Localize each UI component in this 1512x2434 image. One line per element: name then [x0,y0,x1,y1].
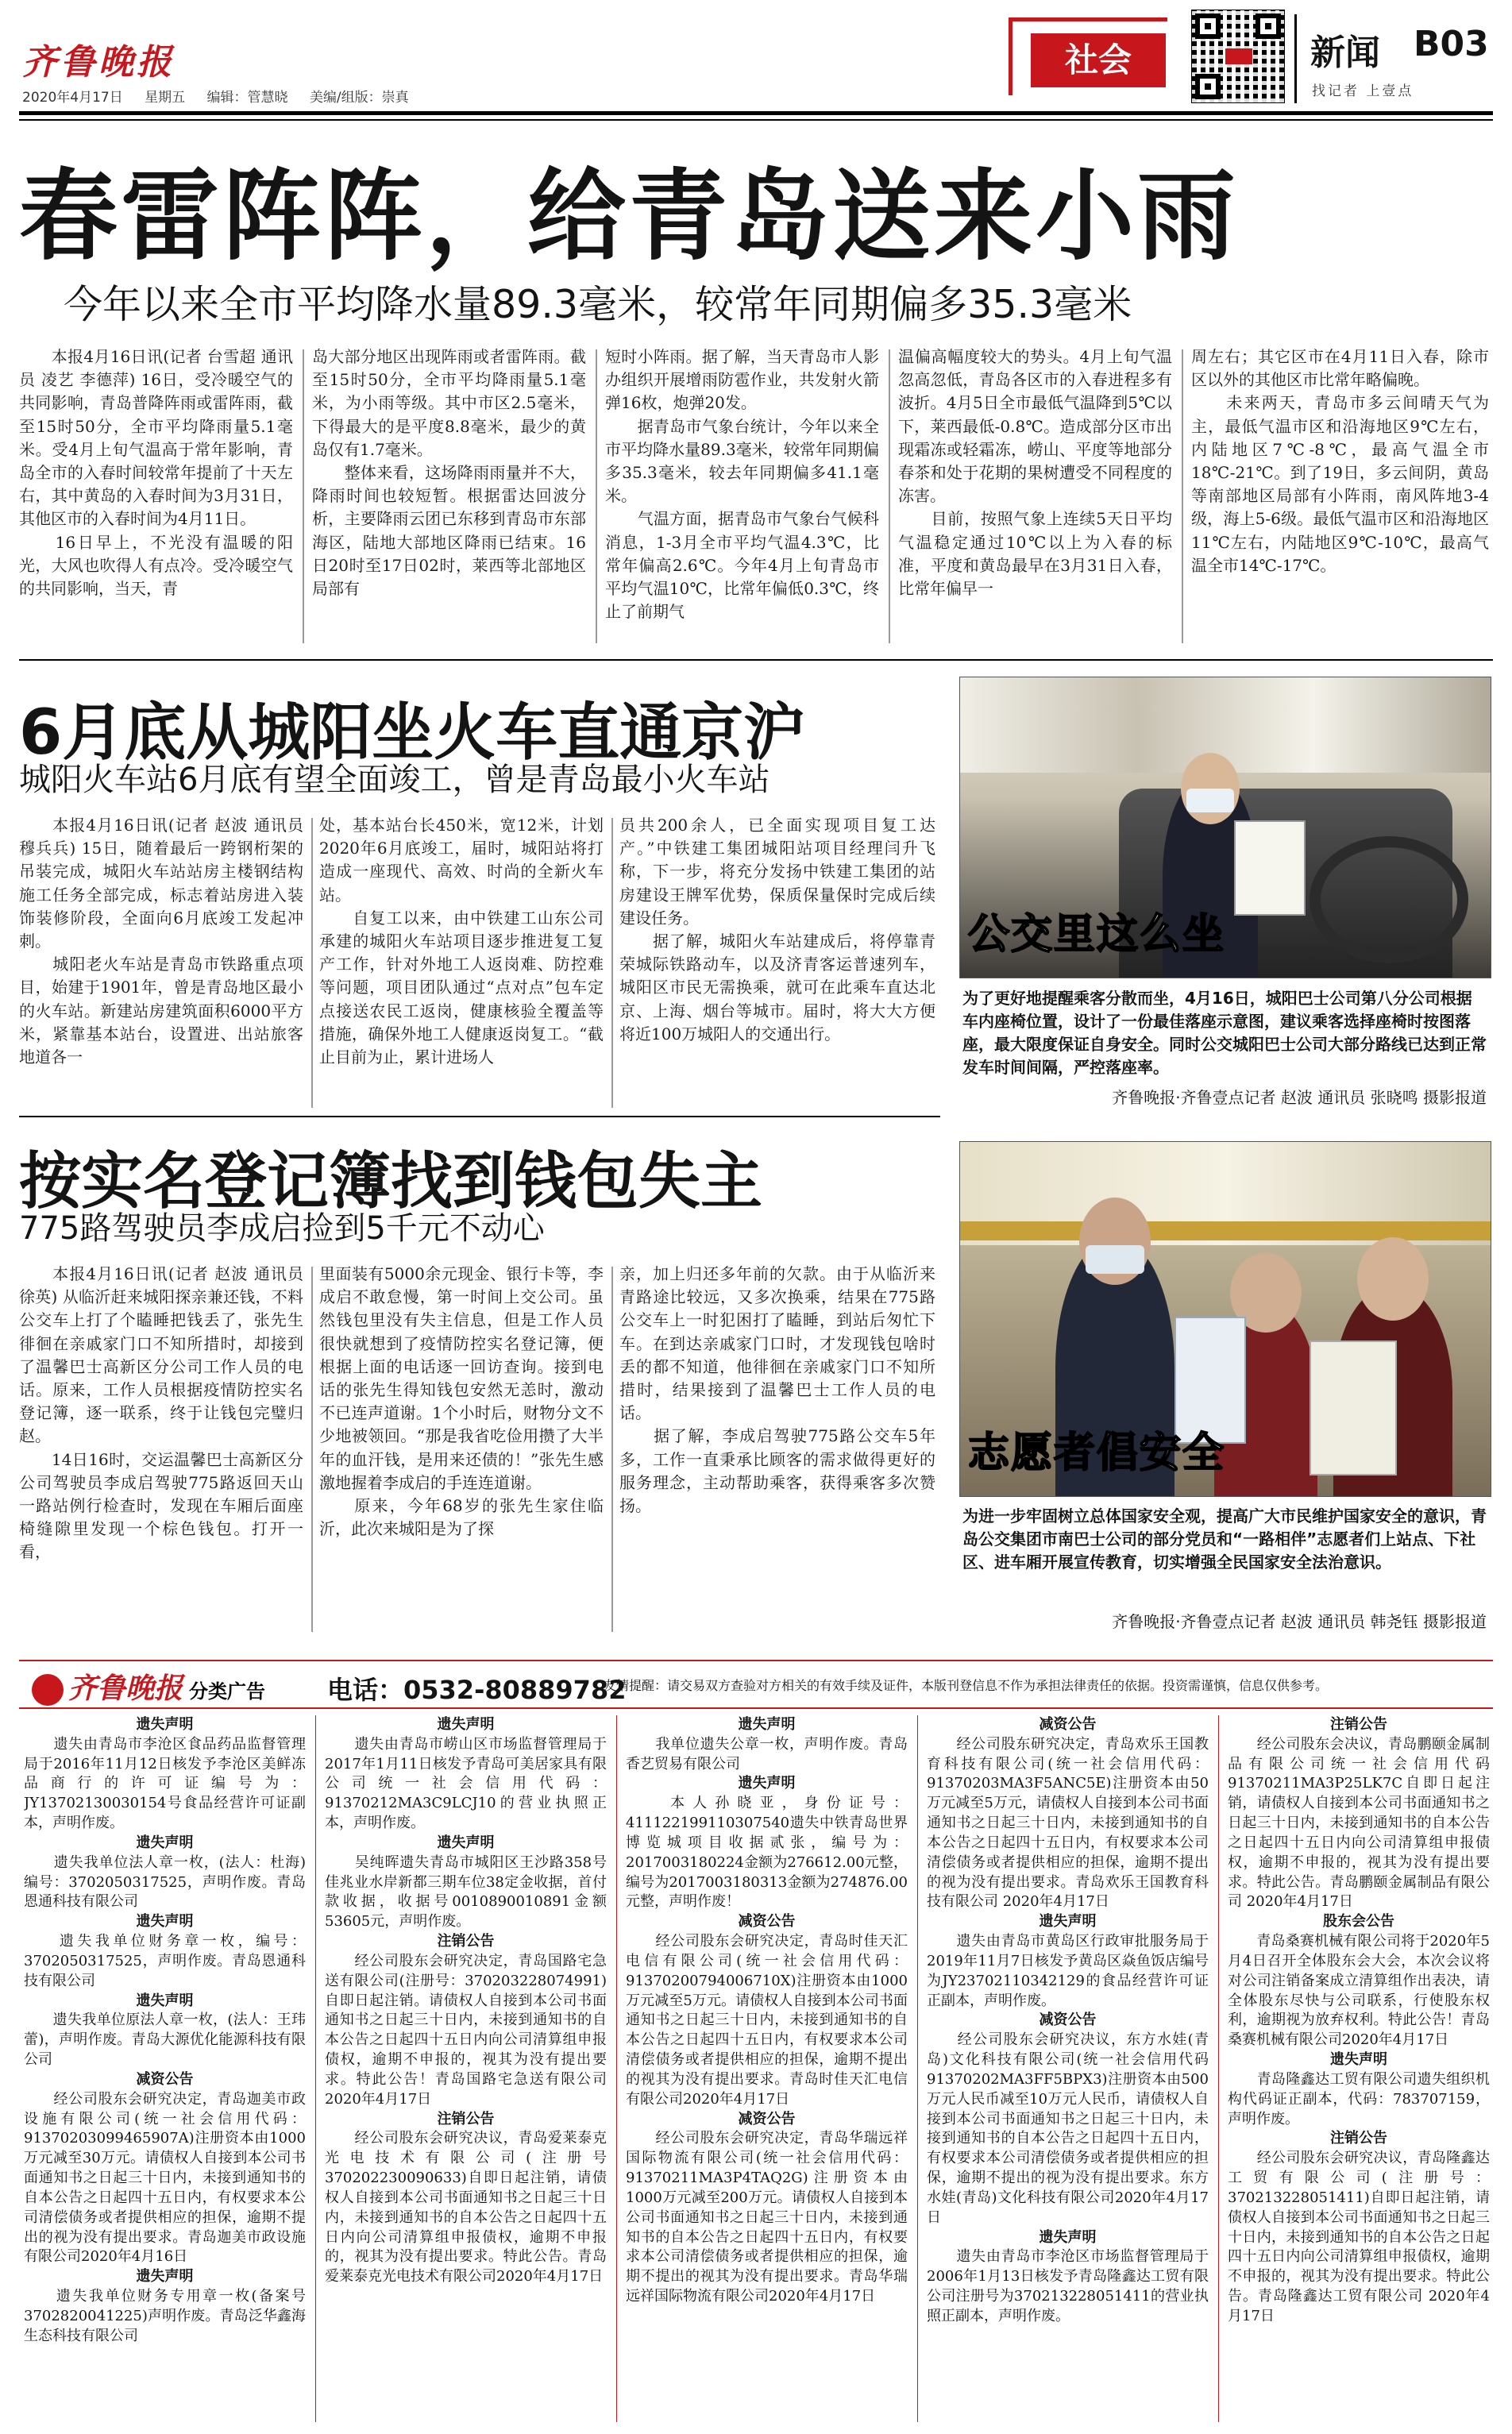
column-divider [311,1267,313,1632]
ad-body: 经公司股东会研究决定，青岛华瑞远祥国际物流有限公司(统一社会信用代码：91370211MA3P4TAQ2G)注册资本由1000万元减至200万元。请债权人自接到本公司书面通知书之日起三十日内，未接到通知书的自本公告之日起四十五日内，有权要求本公司清偿债务或者提供相应的担保，逾期不提出的视其为没有提出要求。青岛华瑞远祥国际物流有限公司2020年4月17日 [626,2130,908,2305]
story-divider [19,659,1493,661]
issue-meta [22,86,426,106]
ads-header [32,1666,265,1707]
ad-body: 遗失由青岛市李沧区市场监督管理局于2006年1月13日核发予青岛隆鑫达工贸有限公司注册号为370213228051411的营业执照正副本，声明作废。 [927,2248,1209,2324]
ad-title: 遗失声明 [738,1716,796,1733]
ad-body: 经公司股东会研究决定，青岛国路宅急送有限公司(注册号：370203228074991)自即日起注销。请债权人自接到本公司书面通知书之日起三十日内，未接到通知书的自本公告之日起四十五日内向公司清算组申报债权，逾期不申报的，视其为没有提出要求。特此公告！青岛国路宅急送有限公司2020年4月17日 [325,1952,607,2108]
photo1-credit: 齐鲁晚报·齐鲁壹点记者 赵波 通讯员 张晓鸣 摄影报道 [1112,1088,1487,1107]
ad-body: 遗失我单位法人章一枚，(法人：杜海)编号：3702050317525，声明作废。青岛恩通科技有限公司 [24,1853,306,1911]
ads-top-rule [19,1660,1493,1661]
ad-title: 遗失声明 [738,1775,796,1792]
column-divider [311,818,313,1108]
ad-body: 青岛隆鑫达工贸有限公司遗失组织机构代码证正副本，代码：783707159，声明作废。 [1228,2070,1490,2127]
ads-divider [1218,1715,1219,2422]
ad-title: 遗失声明 [1039,1913,1097,1931]
ad-title: 股东会公告 [1323,1913,1394,1931]
designer-credit: 美编/组版：崇真 [309,90,409,106]
story-divider [19,1116,940,1117]
header-rule-thin [19,119,1493,121]
story3-col-2: 里面装有5000余元现金、银行卡等，李成启不敢怠慢，第一时间上交公司。虽然钱包里没有失主信息，但是工作人员很快就想到了疫情防控实名登记簿，便根据上面的电话逐一回访查询。接到电话的张先生得知钱包安然无恙时，激动不已连声道谢。1个小时后，财物分文不少地被领回。“那是我省吃俭用攒了大半年的血汗钱，是用来还债的！”张先生感激地握着李成启的手连连道谢。 原来，今年68岁的张先生家住临沂，此次来城阳是为了探 [319,1264,604,1539]
ads-section: 分类广告 [189,1680,266,1703]
story1-col-3: 短时小阵雨。据了解，当天青岛市人影办组织开展增雨防雹作业，共发射火箭弹16枚，炮弹20发。 据青岛市气象台统计，今年以来全市平均降水量89.3毫米，较常年同期偏多35.3毫米，较去年同期偏多41.1毫米。 气温方面，据青岛市气象台气候科消息，1-3月全市平均气温4.3℃，比常年偏高2.6℃。今年4月上旬青岛市平均气温10℃，比常年偏低0.3℃，终止了前期气 [605,347,879,622]
column-divider [1182,349,1183,643]
ad-title: 遗失声明 [1039,2228,1097,2246]
ad-title: 注销公告 [437,2110,495,2127]
story2-col-3: 员共200余人，已全面实现项目复工达产。”中铁建工集团城阳站项目经理闫升飞称，下一步，将充分发扬中铁建工集团的站房建设王牌军优势，保质保量保时完成后续建设任务。 据了解，城阳火车站建成后，将停靠青荣城际铁路动车，以及济青客运普速列车，城阳区市民无需换乘，就可在此乘车直达北京、上海、烟台等城市。届时，将大大方便将近100万城阳人的交通出行。 [619,816,935,1043]
photo1-overlay-label: 公交里这么坐 [968,911,1226,959]
ad-body: 遗失我单位财务章一枚，编号：3702050317525，声明作废。青岛恩通科技有限公司 [24,1933,306,1989]
story1-col-2: 岛大部分地区出现阵雨或者雷阵雨。截至15时50分，全市平均降雨量5.1毫米，为小雨等级。其中市区2.5毫米，下得最大的是平度8.8毫米，最少的黄岛仅有1.7毫米。 整体来看，这场降雨雨量并不大，降雨时间也较短暂。根据雷达回波分析，主要降雨云团已东移到青岛市东部海区，陆地大部地区降雨已结束。16日20时至17日02时，莱西等北部地区局部有 [312,347,586,598]
ads-column-3 [626,1715,908,2426]
issue-weekday: 星期五 [145,90,186,106]
story3-col-1: 本报4月16日讯(记者 赵波 通讯员 徐英) 从临沂赶来城阳探亲兼还钱，不料公交车上打了个瞌睡把钱丢了，张先生徘徊在亲戚家门口不知所措时，却接到了温馨巴士高新区分公司工作人员的电话。原来，工作人员根据疫情防控实名登记簿，逐一联系，终于让钱包完璧归赵。 14日16时，交运温馨巴士高新区分公司驾驶员李成启驾驶775路返回天山一路站例行检查时，发现在车厢后面座椅缝隙里发现一个棕色钱包。打开一看， [19,1264,303,1562]
ad-title: 注销公告 [1330,2130,1387,2147]
ads-phone: 电话：0532-80889782 [327,1675,627,1705]
ad-title: 减资公告 [738,1913,796,1931]
ad-title: 遗失声明 [437,1834,495,1851]
ad-body: 经公司股东会研究决议，青岛爱莱泰克光电技术有限公司(注册号370202230090633)自即日起注销，请债权人自接到本公司书面通知书之日起三十日内，未接到通知书的自本公告之日起四十五日内向公司清算组申报债权，逾期不申报的，视其为没有提出要求。特此公告。青岛爱莱泰克光电技术有限公司2020年4月17日 [325,2130,607,2285]
ad-title: 遗失声明 [437,1716,495,1733]
editor-credit: 编辑：管慧晓 [206,90,288,106]
ad-title: 注销公告 [1330,1716,1387,1733]
photo2-overlay-label: 志愿者倡安全 [968,1429,1226,1477]
ad-body: 本人孙晓亚，身份证号：411122199110307540遗失中铁青岛世界博览城项目收据贰张，编号为：2017003180224金额为276612.00元整，编号为2017003180313金额为274876.00元整，声明作废！ [626,1795,908,1911]
story2-subhead: 城阳火车站6月底有望全面竣工，曾是青岛最小火车站 [19,762,770,798]
ads-column-1 [24,1715,306,2426]
header-rule [19,111,1493,115]
ad-title: 遗失声明 [1330,2051,1387,2069]
ad-title: 减资公告 [738,2110,796,2127]
ads-column-2 [325,1715,607,2426]
ad-title: 遗失声明 [136,1992,194,2009]
ad-title: 减资公告 [1039,1716,1097,1733]
ad-body: 经公司股东会研究决定，青岛迦美市政设施有限公司(统一社会信用代码：91370203099465907A)注册资本由1000万元减至30万元。请债权人自接到本公司书面通知书之日起三十日内，未接到通知书的自本公告之日起四十五日内，有权要求本公司清偿债务或者提供相应的担保，逾期不提出的视为没有提出要求。青岛迦美市政设施有限公司2020年4月16日 [24,2090,306,2266]
ads-column-5 [1228,1715,1490,2426]
newspaper-emblem-icon [32,1674,64,1706]
ad-title: 遗失声明 [136,2268,194,2285]
page-number: B03 [1414,24,1489,64]
ad-body: 遗失由青岛市黄岛区行政审批服务局于2019年11月7日核发予黄岛区焱鱼饭店编号为JY23702110342129的食品经营许可证正副本，声明作废。 [927,1933,1209,2009]
ad-body: 经公司股东会研究决议，青岛隆鑫达工贸有限公司(注册号：370213228051411)自即日起注销，请债权人自接到本公司书面通知书之日起三十日内，未接到通知书的自本公告之日起四十五日内向公司清算组申报债权，逾期不申报的，视其为没有提出要求。特此公告。青岛隆鑫达工贸有限公司 2020年4月17日 [1228,2150,1490,2324]
ad-title: 遗失声明 [136,1716,194,1733]
photo2-caption: 为进一步牢固树立总体国家安全观，提高广大市民维护国家安全的意识，青岛公交集团市南巴士公司的部分党员和“一路相伴”志愿者们上站点、下社区、进车厢开展宣传教育，切实增强全民国家安全法治意识。 [962,1506,1487,1572]
story3-headline: 按实名登记簿找到钱包失主 [19,1146,763,1217]
story1-col-1: 本报4月16日讯(记者 台雪超 通讯员 凌艺 李德萍) 16日，受冷暖空气的共同影响，青岛普降阵雨或雷阵雨，截至15时50分，全市平均降雨量5.1毫米。受4月上旬气温高于常年影响，青岛全市的入春时间较常年提前了十天左右，其中黄岛的入春时间为3月31日，其他区市的入春时间为4月11日。 16日早上，不光没有温暖的阳光，大风也吹得人有点冷。受冷暖空气的共同影响，当天，青 [19,347,293,598]
story2-col-2: 处，基本站台长450米，宽12米，计划2020年6月底竣工，届时，城阳站将打造成一座现代、高效、时尚的全新火车站。 自复工以来，由中铁建工山东公司承建的城阳火车站项目逐步推进复工复产工作，针对外地工人返岗难、防控难等问题，项目团队通过“点对点”包车定点接送农民工返岗，健康核验全覆盖等措施，确保外地工人健康返岗复工。“截止目前为止，累计进场人 [319,816,604,1067]
column-divider [889,349,890,643]
ads-divider [917,1715,918,2422]
ad-title: 注销公告 [437,1933,495,1950]
story3-subhead: 775路驾驶员李成启捡到5千元不动心 [19,1210,545,1247]
ads-rule [19,1707,1493,1709]
photo1-caption: 为了更好地提醒乘客分散而坐，4月16日，城阳巴士公司第八分公司根据车内座椅位置，设计了一份最佳落座示意图，建议乘客选择座椅时按图落座，最大限度保证自身安全。同时公交城阳巴士公司大部分路线已达到正常发车时间间隔，严控落座率。 [962,989,1487,1077]
photo-volunteers [959,1141,1491,1497]
ad-title: 减资公告 [136,2070,194,2088]
ad-body: 经公司股东研究决定，青岛欢乐王国教育科技有限公司(统一社会信用代码：91370203MA3F5ANC5E)注册资本由50万元减至5万元，请债权人自接到本公司书面通知书之日起三十日内，未接到通知书的自本公告之日起四十五日内，有权要求本公司清偿债务或者提供相应的担保，逾期不提出的视为没有提出要求。青岛欢乐王国教育科技有限公司 2020年4月17日 [927,1735,1209,1911]
section-label: 新闻 [1310,33,1380,73]
column-divider [596,349,597,643]
ad-title: 减资公告 [1039,2012,1097,2029]
ad-body: 青岛桑赛机械有限公司将于2020年5月4日召开全体股东会大会，本次会议将对公司注销备案成立清算组作出表决，请全体股东尽快与公司联系，行使股东权利，逾期视为放弃权利。特此公告！青岛桑赛机械有限公司2020年4月17日 [1228,1933,1490,2049]
story1-col-4: 温偏高幅度较大的势头。4月上旬气温忽高忽低，青岛各区市的入春进程多有波折。4月5日全市最低气温降到5℃以下，莱西最低-0.8℃。造成部分区市出现霜冻或轻霜冻，崂山、平度等地部分春茶和处于花期的果树遭受不同程度的冻害。 目前，按照气象上连续5天日平均气温稳定通过10℃以上为入春的标准，平度和黄岛最早在3月31日入春，比常年偏早一 [898,347,1172,598]
story1-col-5: 周左右；其它区市在4月11日入春，除市区以外的其他区市比常年略偏晚。 未来两天，青岛市多云间晴天气为主，最低气温市区和沿海地区9℃左右，内陆地区7℃-8℃，最高气温全市18℃-21℃。到了19日，多云间阴，黄岛等南部地区局部有小阵雨，南风阵地3-4级，海上5-6级。最低气温市区和沿海地区11℃左右，内陆地区9℃-10℃，最高气温全市14℃-17℃。 [1191,347,1489,575]
qr-code-icon [1191,10,1285,103]
story2-headline: 6月底从城阳坐火车直通京沪 [19,697,806,769]
ad-body: 经公司股东会决议，青岛鹏颐金属制品有限公司统一社会信用代码91370211MA3P25LK7C自即日起注销，请债权人自接到本公司书面通知书之日起三十日内，未接到通知书的自本公告之日起四十五日内向公司清算组申报债权，逾期不申报的，视其为没有提出要求。特此公告。青岛鹏颐金属制品有限公司 2020年4月17日 [1228,1735,1490,1911]
ad-body: 经公司股东会研究决定，青岛时佳天汇电信有限公司(统一社会信用代码：91370200794006710X)注册资本由1000万元减至5万元。请债权人自接到本公司书面通知书之日起三十日内，未接到通知书的自本公告之日起四十五日内，有权要求本公司清偿债务或者提供相应的担保，逾期不提出的视其为没有提出要求。青岛时佳天汇电信有限公司2020年4月17日 [626,1933,908,2108]
ad-title: 遗失声明 [136,1913,194,1931]
photo-bus-seating [959,677,1491,978]
ad-body: 我单位遗失公章一枚，声明作废。青岛香艺贸易有限公司 [626,1735,908,1772]
ad-body: 遗失我单位财务专用章一枚(备案号3702820041225)声明作废。青岛泛华鑫海生态科技有限公司 [24,2288,306,2344]
ads-column-4 [927,1715,1209,2426]
newspaper-logo: 齐鲁晚报 [22,42,175,83]
ad-title: 遗失声明 [136,1834,194,1851]
ads-logo: 齐鲁晚报 [68,1672,183,1705]
ad-body: 遗失由青岛市李沧区食品药品监督管理局于2016年11月12日核发予李沧区美鲜冻品商行的许可证编号为：JY13702130030154号食品经营许可证副本，声明作废。 [24,1735,306,1832]
header-divider [1294,14,1297,103]
story3-col-3: 亲，加上归还多年前的欠款。由于从临沂来青路途比较远，又多次换乘，结果在775路公交车上一时犯困打了瞌睡，到站后匆忙下车。在到达亲戚家门口时，才发现钱包啥时丢的都不知道，他徘徊在亲戚家门口不知所措时，结果接到了温馨巴士工作人员的电话。 据了解，李成启驾驶775路公交车5年多，工作一直秉承比顾客的需求做得更好的服务理念，主动帮助乘客，获得乘客多次赞扬。 [619,1264,935,1515]
story1-headline: 春雷阵阵，给青岛送来小雨 [19,160,1240,274]
story1-subhead: 今年以来全市平均降水量89.3毫米，较常年同期偏多35.3毫米 [64,282,1132,327]
ad-body: 经公司股东会研究决议，东方水娃(青岛)文化科技有限公司(统一社会信用代码91370202MA3FF5BPX3)注册资本由500万元人民币减至10万元人民币，请债权人自接到本公司书面通知书之日起三十日内，未接到通知书的自本公告之日起四十五日内，有权要求本公司清偿债务或者提供相应的担保，逾期不提出的视为没有提出要求。东方水娃(青岛)文化科技有限公司2020年4月17日 [927,2031,1209,2226]
ad-body: 遗失我单位原法人章一枚，(法人：王玮蕾)，声明作废。青岛大源优化能源科技有限公司 [24,2012,306,2069]
column-divider [303,349,304,643]
ad-body: 吴纯晖遗失青岛市城阳区王沙路358号佳兆业水岸新都三期车位38定金收据，首付款收据，收据号0010890010891金额53605元，声明作废。 [325,1853,607,1931]
photo2-credit: 齐鲁晚报·齐鲁壹点记者 赵波 通讯员 韩尧钰 摄影报道 [1112,1612,1487,1631]
contact-line: 找记者 上壹点 [1312,83,1414,99]
ad-body: 遗失由青岛市崂山区市场监督管理局于2017年1月11日核发予青岛可美居家具有限公司统一社会信用代码：91370212MA3C9LCJ10的营业执照正本，声明作废。 [325,1735,607,1832]
section-tag: 社会 [1031,33,1166,87]
column-divider [611,818,613,1108]
story2-col-1: 本报4月16日讯(记者 赵波 通讯员 穆兵兵) 15日，随着最后一跨钢桁架的吊装完成，城阳火车站站房主楼钢结构施工任务全部完成，标志着站房进入装饰装修阶段，全面向6月底竣工发起冲刺。 城阳老火车站是青岛市铁路重点项目，始建于1901年，曾是青岛地区最小的火车站。新建站房建筑面积6000平方米，紧靠基本站台，设置进、出站旅客地道各一 [19,816,303,1067]
ads-divider [616,1715,617,2422]
column-divider [611,1267,613,1632]
ads-divider [315,1715,316,2422]
issue-date: 2020年4月17日 [22,90,123,106]
ads-warning: 友情提醒：请交易双方查验对方相关的有效手续及证件，本版刊登信息不作为承担法律责任的依据。投资需谨慎，信息仅供参考。 [604,1678,1329,1693]
